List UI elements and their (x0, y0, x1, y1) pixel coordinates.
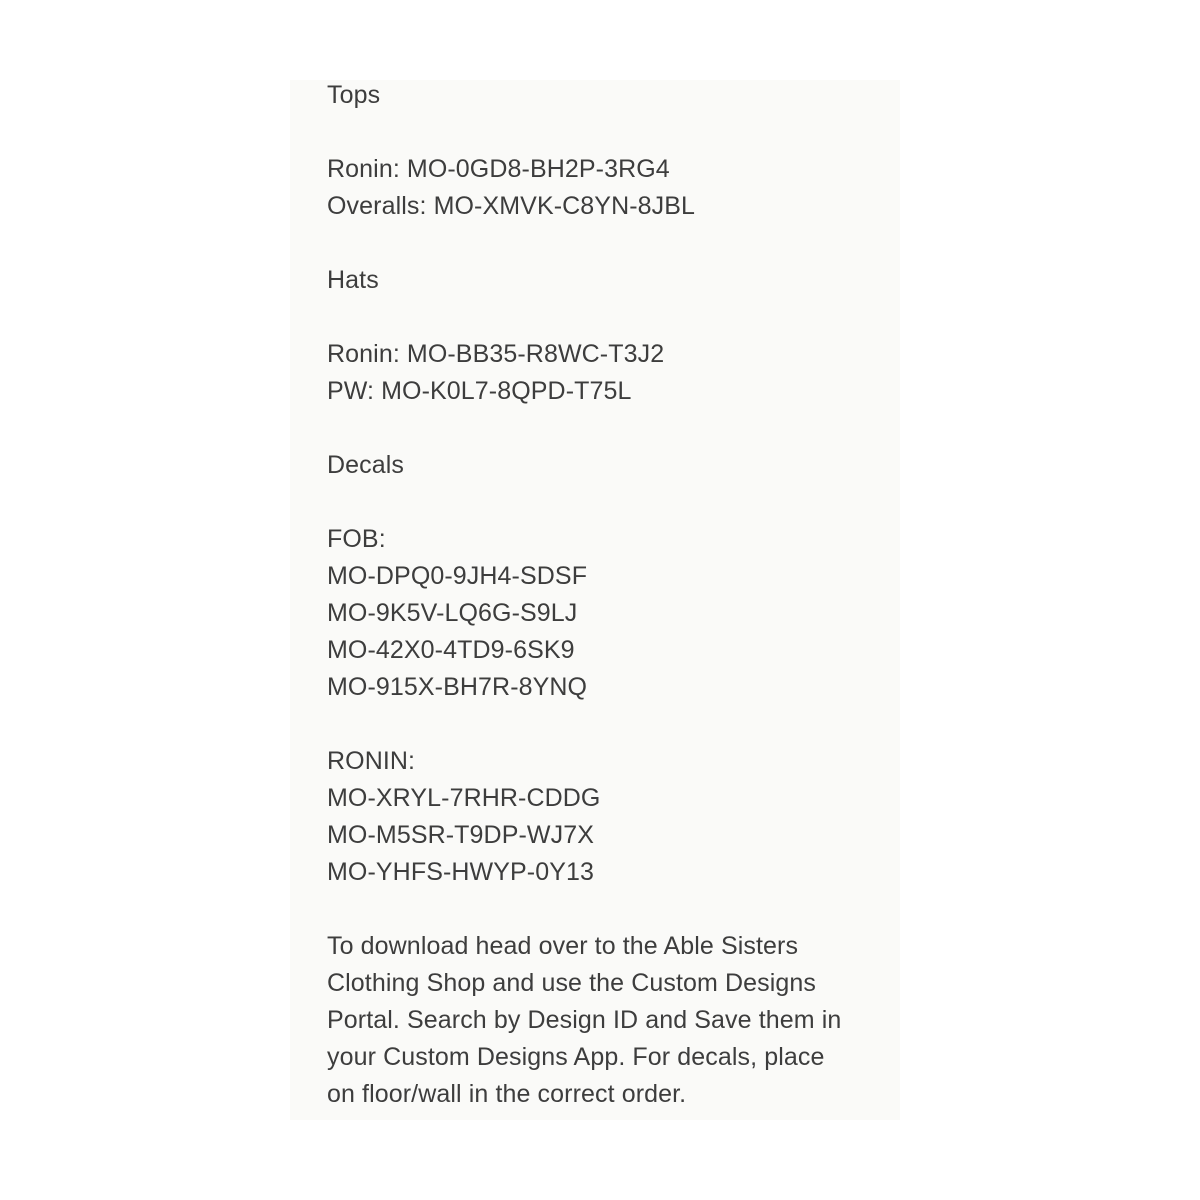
spacer (327, 891, 867, 928)
decals-fob-code: MO-915X-BH7R-8YNQ (327, 673, 588, 701)
instructions-line: your Custom Designs App. For decals, place (327, 1043, 825, 1071)
decals-fob-code: MO-42X0-4TD9-6SK9 (327, 636, 575, 664)
tops-heading: Tops (327, 81, 381, 109)
instructions-line: Portal. Search by Design ID and Save them in (327, 1006, 842, 1034)
instructions-line: on floor/wall in the correct order. (327, 1080, 687, 1108)
decals-ronin-code: MO-M5SR-T9DP-WJ7X (327, 821, 594, 849)
spacer (327, 410, 867, 447)
decals-ronin-label: RONIN: (327, 747, 416, 775)
spacer (327, 299, 867, 336)
decals-fob-label: FOB: (327, 525, 386, 553)
spacer (327, 225, 867, 262)
decals-fob-code: MO-DPQ0-9JH4-SDSF (327, 562, 588, 590)
instructions-line: To download head over to the Able Sisters (327, 932, 799, 960)
spacer (327, 484, 867, 521)
decals-fob-code: MO-9K5V-LQ6G-S9LJ (327, 599, 578, 627)
tops-overalls-code: Overalls: MO-XMVK-C8YN-8JBL (327, 192, 696, 220)
decals-ronin-code: MO-YHFS-HWYP-0Y13 (327, 858, 595, 886)
note-body (327, 77, 867, 1113)
decals-heading: Decals (327, 451, 405, 479)
instructions-line: Clothing Shop and use the Custom Designs (327, 969, 817, 997)
tops-ronin-code: Ronin: MO-0GD8-BH2P-3RG4 (327, 155, 670, 183)
spacer (327, 114, 867, 151)
note-card (290, 80, 900, 1120)
spacer (327, 706, 867, 743)
hats-ronin-code: Ronin: MO-BB35-R8WC-T3J2 (327, 340, 665, 368)
decals-ronin-code: MO-XRYL-7RHR-CDDG (327, 784, 601, 812)
hats-heading: Hats (327, 266, 379, 294)
hats-pw-code: PW: MO-K0L7-8QPD-T75L (327, 377, 632, 405)
